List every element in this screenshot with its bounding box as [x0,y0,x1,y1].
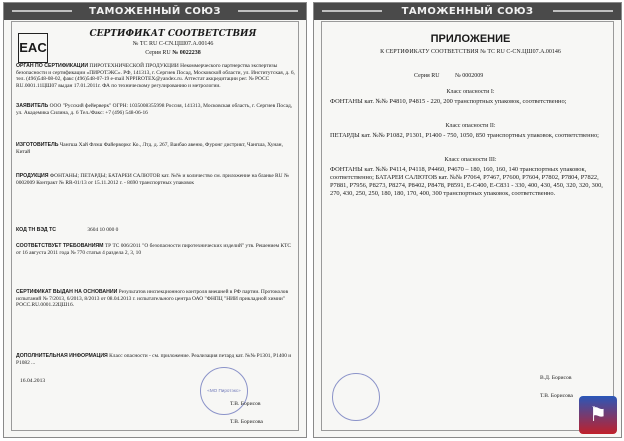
product-text: ФОНТАНЫ; ПЕТАРДЫ; БАТАРЕИ САЛЮТОВ кат. №№ и количество см. приложение на бланке RU № 0002009 Контракт № RR-01/13 от 15.11.2012 г. - 8690 транспортных упаковок [16,173,290,186]
hazard-class-2: Класс опасности II: [445,123,496,129]
certificate-title: СЕРТИФИКАТ СООТВЕТСТВИЯ [89,29,257,39]
appendix-series-number: № 0002009 [455,73,484,79]
extra-info-block [16,353,296,366]
appendix-series [414,73,483,79]
organ-block [16,63,296,89]
series-number: № 0022238 [172,50,201,56]
signature-2: Т.В. Борисова [230,419,263,425]
product-label: ПРОДУКЦИЯ [16,173,49,179]
extra-info-label: ДОПОЛНИТЕЛЬНАЯ ИНФОРМАЦИЯ [16,353,108,359]
conformity-label: СООТВЕТСТВУЕТ ТРЕБОВАНИЯМ [16,243,104,249]
hs-code-block [16,227,296,234]
appendix-stamp-icon [332,373,380,421]
manufacturer-block [16,142,296,155]
hazard-class-3-text: ФОНТАНЫ кат. №№ Р4114, Р4118, Р4460, Р4670 – 180, 160, 160, 140 транспортных упаковок, соответственно; БАТАРЕИ САЛЮТОВ кат. №№ Р7064, Р7467, Р7600, Р7604, Р7802, Р7804, Р7822, Р7881, Р7956, Р8273, Р8274, Р8402, Р8478, Р8591, Е-С400, Е-С831 - 330, 400, 430, 450, 320, 320, 300, 270, 430, 250, 250, 180, 180, 170, 400, 300 транспортных упаковок, соответственно. [330,166,603,197]
certificate-series [50,50,296,56]
product-block [16,173,296,186]
organ-label: ОРГАН ПО СЕРТИФИКАЦИИ [16,63,89,69]
series-label: Серия RU [145,50,171,56]
basis-block [16,289,296,309]
appendix-frame [321,21,614,431]
customs-union-banner: ТАМОЖЕННЫЙ СОЮЗ [4,3,306,20]
basis-text: Результатов инспекционного контроля внешней в РФ партии. Протоколов испытаний № 7/2013, 6/2013, 8/2013 от 08.04.2013 г. испытательного центра ОАО "ФНПЦ "НИИ прикладной химии" РОСС.RU.0001.22ЦШ16. [16,289,289,309]
customs-union-banner-right: ТАМОЖЕННЫЙ СОЮЗ [314,3,621,20]
hazard-class-1-text: ФОНТАНЫ кат. №№ Р4810, Р4815 - 220, 200 транспортных упаковок, соответственно; [330,98,567,105]
conformity-text: ТР ТС 006/2011 "О безопасности пиротехнических изделий" утв. Решением КТС от 16 августа 2011 года № 770 статья 4 раздела 2, 3, 10 [16,243,291,256]
hazard-class-2-text: ПЕТАРДЫ кат. №№ Р1082, Р1301, Р1400 - 750, 1050, 850 транспортных упаковок, соответственно; [330,132,599,139]
coat-of-arms-icon [579,396,617,434]
signature-1: Т.В. Борисов [230,401,261,407]
manufacturer-text: Чангша Хай Флэш Файерворкс Ко., Лтд. д. 267, Ваибао авеню, Фуронг дистрикт, Чангша, Хунан, Китай [16,142,283,155]
appendix-subtitle: К СЕРТИФИКАТУ СООТВЕТСТВИЯ № ТС RU C-CN.ЦШ07.А.00146 [380,49,561,55]
organ-text: ПИРОТЕХНИЧЕСКОЙ ПРОДУКЦИИ Некоммерческого партнерства экспертизы безопасности и сертификации «ПИРОТЭКС». РФ, 141313, г. Сергиев Посад, Московской области, ул. Институтская, д. 6, тел. (496)548-08-02, факс (496)548-07-19 e-mail NPPIROTEX@yandex.ru. Аттестат аккредитации рег. № РОСС RU.0001.11ЦШ07 выдан 17.01.2011г. ФА по техническому регулированию и метрологии. [16,63,295,89]
hs-code-label: КОД ТН ВЭД ТС [16,227,56,233]
extra-info-text: Класс опасности - см. приложение. Реализация петард кат. №№ Р1301, Р1400 и Р1082 ... [16,353,292,366]
certificate-sheet [3,2,307,438]
basis-label: СЕРТИФИКАТ ВЫДАН НА ОСНОВАНИИ [16,289,118,295]
manufacturer-label: ИЗГОТОВИТЕЛЬ [16,142,59,148]
appendix-signature-1: В.Д. Борисов [540,375,572,381]
conformity-block [16,243,296,256]
appendix-sheet [313,2,622,438]
issue-date: 16.04.2013 [20,378,46,384]
hazard-class-1: Класс опасности I: [446,89,495,95]
hs-code-value: 3604 10 000 0 [87,227,119,233]
eac-mark-icon: EAC [18,33,48,63]
appendix-title: ПРИЛОЖЕНИЕ [430,33,511,45]
appendix-series-label: Серия RU [414,73,440,79]
applicant-block [16,103,296,116]
applicant-label: ЗАЯВИТЕЛЬ [16,103,49,109]
certification-stamp-icon: «МО Пиротэкс» [200,367,248,415]
hazard-class-3: Класс опасности III: [444,157,497,163]
appendix-signature-2: Т.В. Борисова [540,393,573,399]
certificate-number: № ТС RU C-CN.ЦШ07.А.00146 [132,41,214,47]
applicant-text: ООО "Русский фейерверк" ОГРН: 1035008355998 Россия, 141313, Московская область, г. Сергиев Посад, ул. Академика Силина, д. 6 Тел./Факс: +7 (496) 548-06-16 [16,103,293,116]
